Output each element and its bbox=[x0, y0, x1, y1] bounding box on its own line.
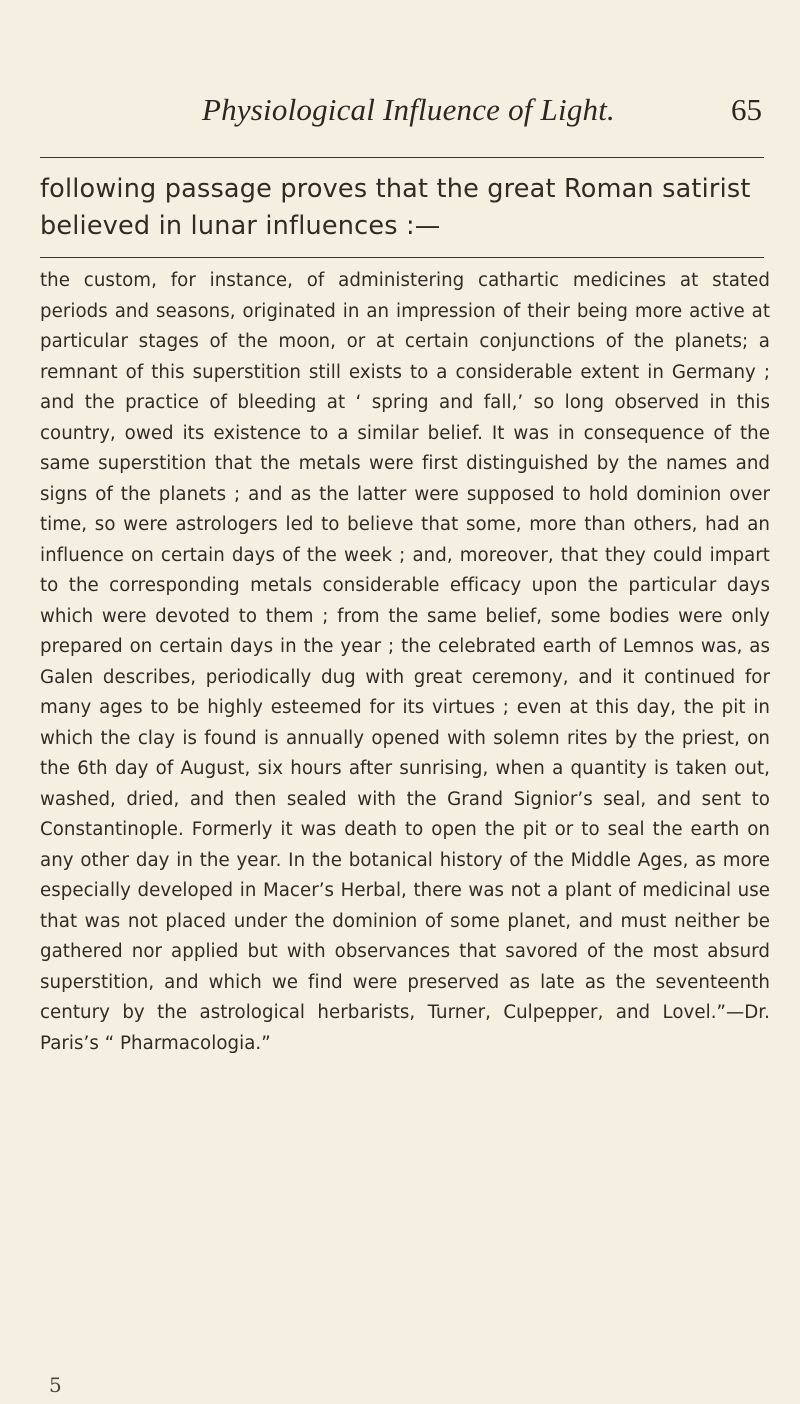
signature-mark: 5 bbox=[49, 1373, 62, 1397]
quoted-passage: the custom, for instance, of administering cathartic medicines at stated periods and seasons, originated in an impression of their being more active at particular stages of the moon, or at certain conjunctions of the planets; a remnant of this superstition still exists to a considerable extent in Germany ; and the practice of bleeding at ‘ spring and fall,’ so long observed in this country, owed its existence to a similar belief. It was in consequence of the same superstition that the metals were first distinguished by the names and signs of the planets ; and as the latter were supposed to hold dominion over time, so were astrologers led to believe that some, more than others, had an influence on certain days of the week ; and, moreover, that they could impart to the corresponding metals considerable efficacy upon the particular days which were devoted to them ; from the same belief, some bodies were only prepared on certain days in the year ; the celebrated earth of Lemnos was, as Galen describes, periodically dug with great ceremony, and it continued for many ages to be highly esteemed for its virtues ; even at this day, the pit in which the clay is found is annually opened with solemn rites by the priest, on the 6th day of August, six hours after sunrising, when a quantity is taken out, washed, dried, and then sealed with the Grand Signior’s seal, and sent to Constantinople. Formerly it was death to open the pit or to seal the earth on any other day in the year. In the botanical history of the Middle Ages, as more especially developed in Macer’s Herbal, there was not a plant of medicinal use that was not placed under the dominion of some planet, and must neither be gathered nor applied but with observances that savored of the most absurd superstition, and which we find were preserved as late as the seventeenth century by the astrological herbarists, Turner, Culpepper, and Lovel.”—Dr. Paris’s “ Pharmacologia.” bbox=[40, 270, 770, 1054]
page-header bbox=[202, 92, 762, 134]
page-number: 65 bbox=[731, 92, 762, 127]
header-rule bbox=[40, 157, 764, 158]
running-title: Physiological Influence of Light. bbox=[202, 92, 615, 127]
intro-text: following passage proves that the great Roman satirist believed in lunar influences :— bbox=[40, 174, 751, 241]
quote-divider-rule bbox=[40, 257, 764, 258]
